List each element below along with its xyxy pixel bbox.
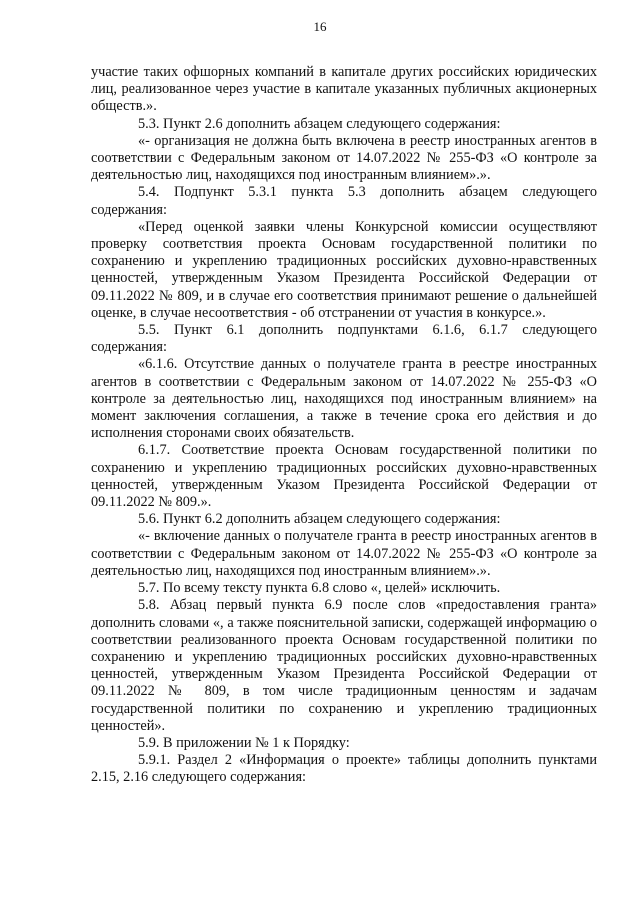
- paragraph: 5.4. Подпункт 5.3.1 пункта 5.3 дополнить абзацем следующего содержания:: [91, 184, 597, 218]
- paragraph: 5.8. Абзац первый пункта 6.9 после слов «предоставления гранта» дополнить словами «, а также пояснительной записки, содержащей информацию о соответствии реализованного проекта Основам государственной политики по сохранению и укреплению традиционных российских духовно-нравственных ценностей, утвержденным Указом Президента Российской Федерации от 09.11.2022 № 809, в том числе традиционным ценностям и задачам государственной политики по сохранению и укреплению традиционных ценностей».: [91, 597, 597, 734]
- paragraph: «Перед оценкой заявки члены Конкурсной комиссии осуществляют проверку соответствия проекта Основам государственной политики по сохранению и укреплению традиционных российских духовно-нравственных ценностей, утвержденным Указом Президента Российской Федерации от 09.11.2022 № 809, и в случае его соответствия принимают решение о дальнейшей оценке, в случае несоответствия - об отстранении от участия в конкурсе.».: [91, 218, 597, 321]
- paragraph: 6.1.7. Соответствие проекта Основам государственной политики по сохранению и укреплению традиционных российских духовно-нравственных ценностей, утвержденным Указом Президента Российской Федерации от 09.11.2022 № 809.».: [91, 442, 597, 511]
- paragraph: «- организация не должна быть включена в реестр иностранных агентов в соответствии с Федеральным законом от 14.07.2022 № 255-ФЗ «О контроле за деятельностью лиц, находящихся под иностранным влиянием».».: [91, 132, 597, 184]
- paragraph: «- включение данных о получателе гранта в реестр иностранных агентов в соответствии с Федеральным законом от 14.07.2022 № 255-ФЗ «О контроле за деятельностью лиц, находящихся под иностранным влиянием».».: [91, 528, 597, 579]
- paragraph: 5.5. Пункт 6.1 дополнить подпунктами 6.1.6, 6.1.7 следующего содержания:: [91, 322, 597, 356]
- document-body: [91, 64, 597, 787]
- paragraph: участие таких офшорных компаний в капитале других российских юридических лиц, реализованное через участие в капитале указанных публичных акционерных обществ.».: [91, 64, 597, 115]
- page-number: 16: [313, 19, 327, 34]
- paragraph: 5.9.1. Раздел 2 «Информация о проекте» таблицы дополнить пунктами 2.15, 2.16 следующего содержания:: [91, 752, 597, 786]
- paragraph: 5.9. В приложении № 1 к Порядку:: [138, 734, 350, 751]
- paragraph: 5.7. По всему тексту пункта 6.8 слово «, целей» исключить.: [138, 580, 501, 597]
- paragraph: 5.6. Пункт 6.2 дополнить абзацем следующего содержания:: [138, 511, 501, 528]
- paragraph: 5.3. Пункт 2.6 дополнить абзацем следующего содержания:: [138, 115, 501, 132]
- paragraph: «6.1.6. Отсутствие данных о получателе гранта в реестре иностранных агентов в соответствии с Федеральным законом от 14.07.2022 № 255-ФЗ «О контроле за деятельностью лиц, находящихся под иностранным влиянием» на момент заключения соглашения, а также в течение срока его действия и до исполнения сторонами своих обязательств.: [91, 356, 597, 442]
